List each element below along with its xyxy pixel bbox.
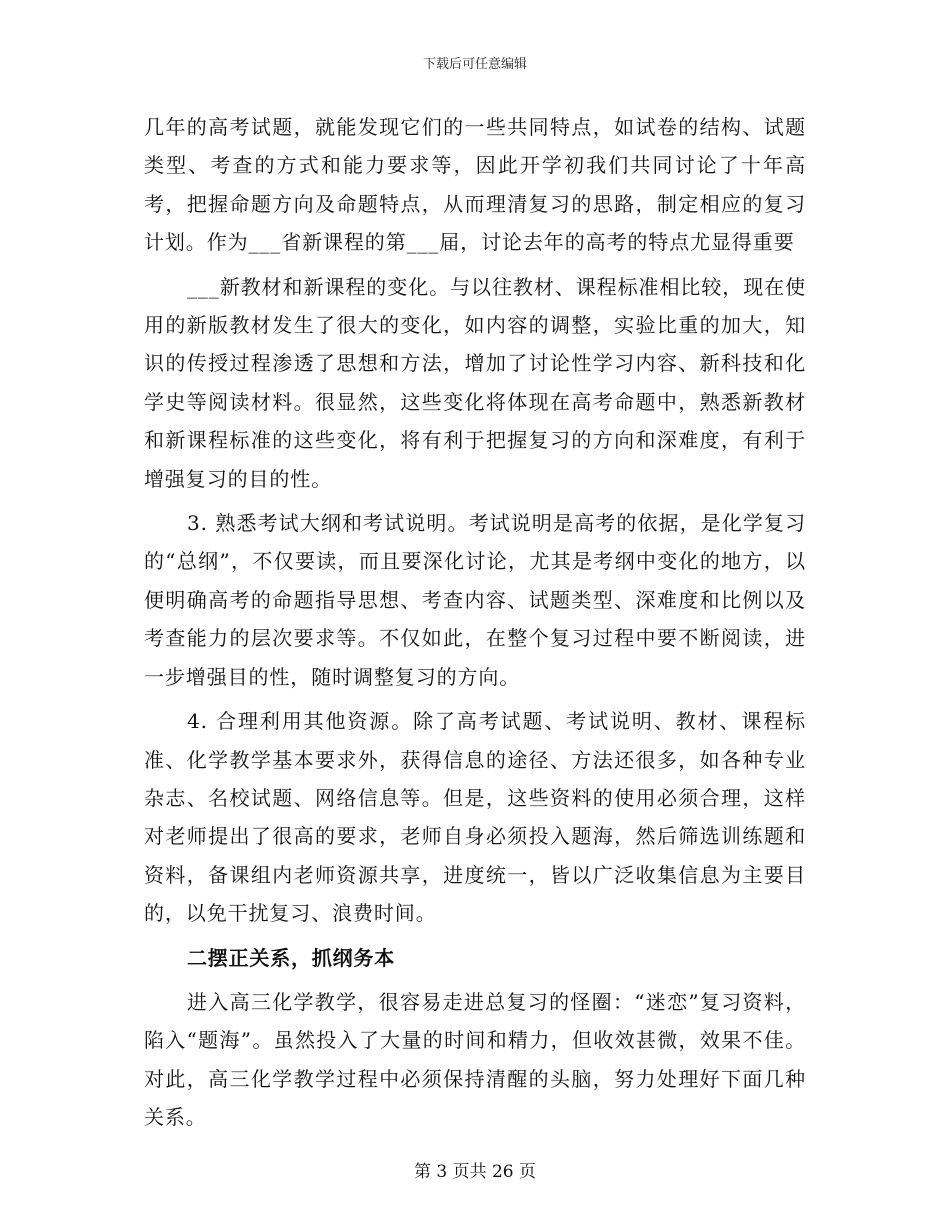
- paragraph-4: 4. 合理利用其他资源。除了高考试题、考试说明、教材、课程标准、化学教学基本要求外，获得信息的途径、方法还很多，如各种专业杂志、名校试题、网络信息等。但是，这些资料的使用必须合理，这样对老师提出了很高的要求，老师自身必须投入题海，然后筛选训练题和资料，备课组内老师资源共享，进度统一，皆以广泛收集信息为主要目的，以免干扰复习、浪费时间。: [144, 709, 806, 926]
- document-body: [144, 108, 806, 1143]
- paragraph-3: 3. 熟悉考试大纲和考试说明。考试说明是高考的依据，是化学复习的“总纲”，不仅要读，而且要深化讨论，尤其是考纲中变化的地方，以便明确高考的命题指导思想、考查内容、试题类型、深难度和比例以及考查能力的层次要求等。不仅如此，在整个复习过程中要不断阅读，进一步增强目的性，随时调整复习的方向。: [144, 511, 806, 689]
- paragraph-2: ___新教材和新课程的变化。与以往教材、课程标准相比较，现在使用的新版教材发生了很大的变化，如内容的调整，实验比重的加大，知识的传授过程渗透了思想和方法，增加了讨论性学习内容、新科技和化学史等阅读材料。很显然，这些变化将体现在高考命题中，熟悉新教材和新课程标准的这些变化，将有利于把握复习的方向和深难度，有利于增强复习的目的性。: [144, 274, 806, 491]
- paragraph-5: 进入高三化学教学，很容易走进总复习的怪圈：“迷恋”复习资料，陷入“题海”。虽然投入了大量的时间和精力，但收效甚微，效果不佳。对此，高三化学教学过程中必须保持清醒的头脑，努力处理好下面几种关系。: [144, 989, 806, 1130]
- page-header: 下载后可任意编辑: [422, 57, 527, 72]
- page-footer: 第 3 页共 26 页: [413, 1162, 537, 1182]
- paragraph-1: 几年的高考试题，就能发现它们的一些共同特点，如试卷的结构、试题类型、考查的方式和能力要求等，因此开学初我们共同讨论了十年高考，把握命题方向及命题特点，从而理清复习的思路，制定相应的复习计划。作为___省新课程的第___届，讨论去年的高考的特点尤显得重要: [144, 115, 806, 255]
- section-heading: 二摆正关系，抓纲务本: [187, 945, 395, 970]
